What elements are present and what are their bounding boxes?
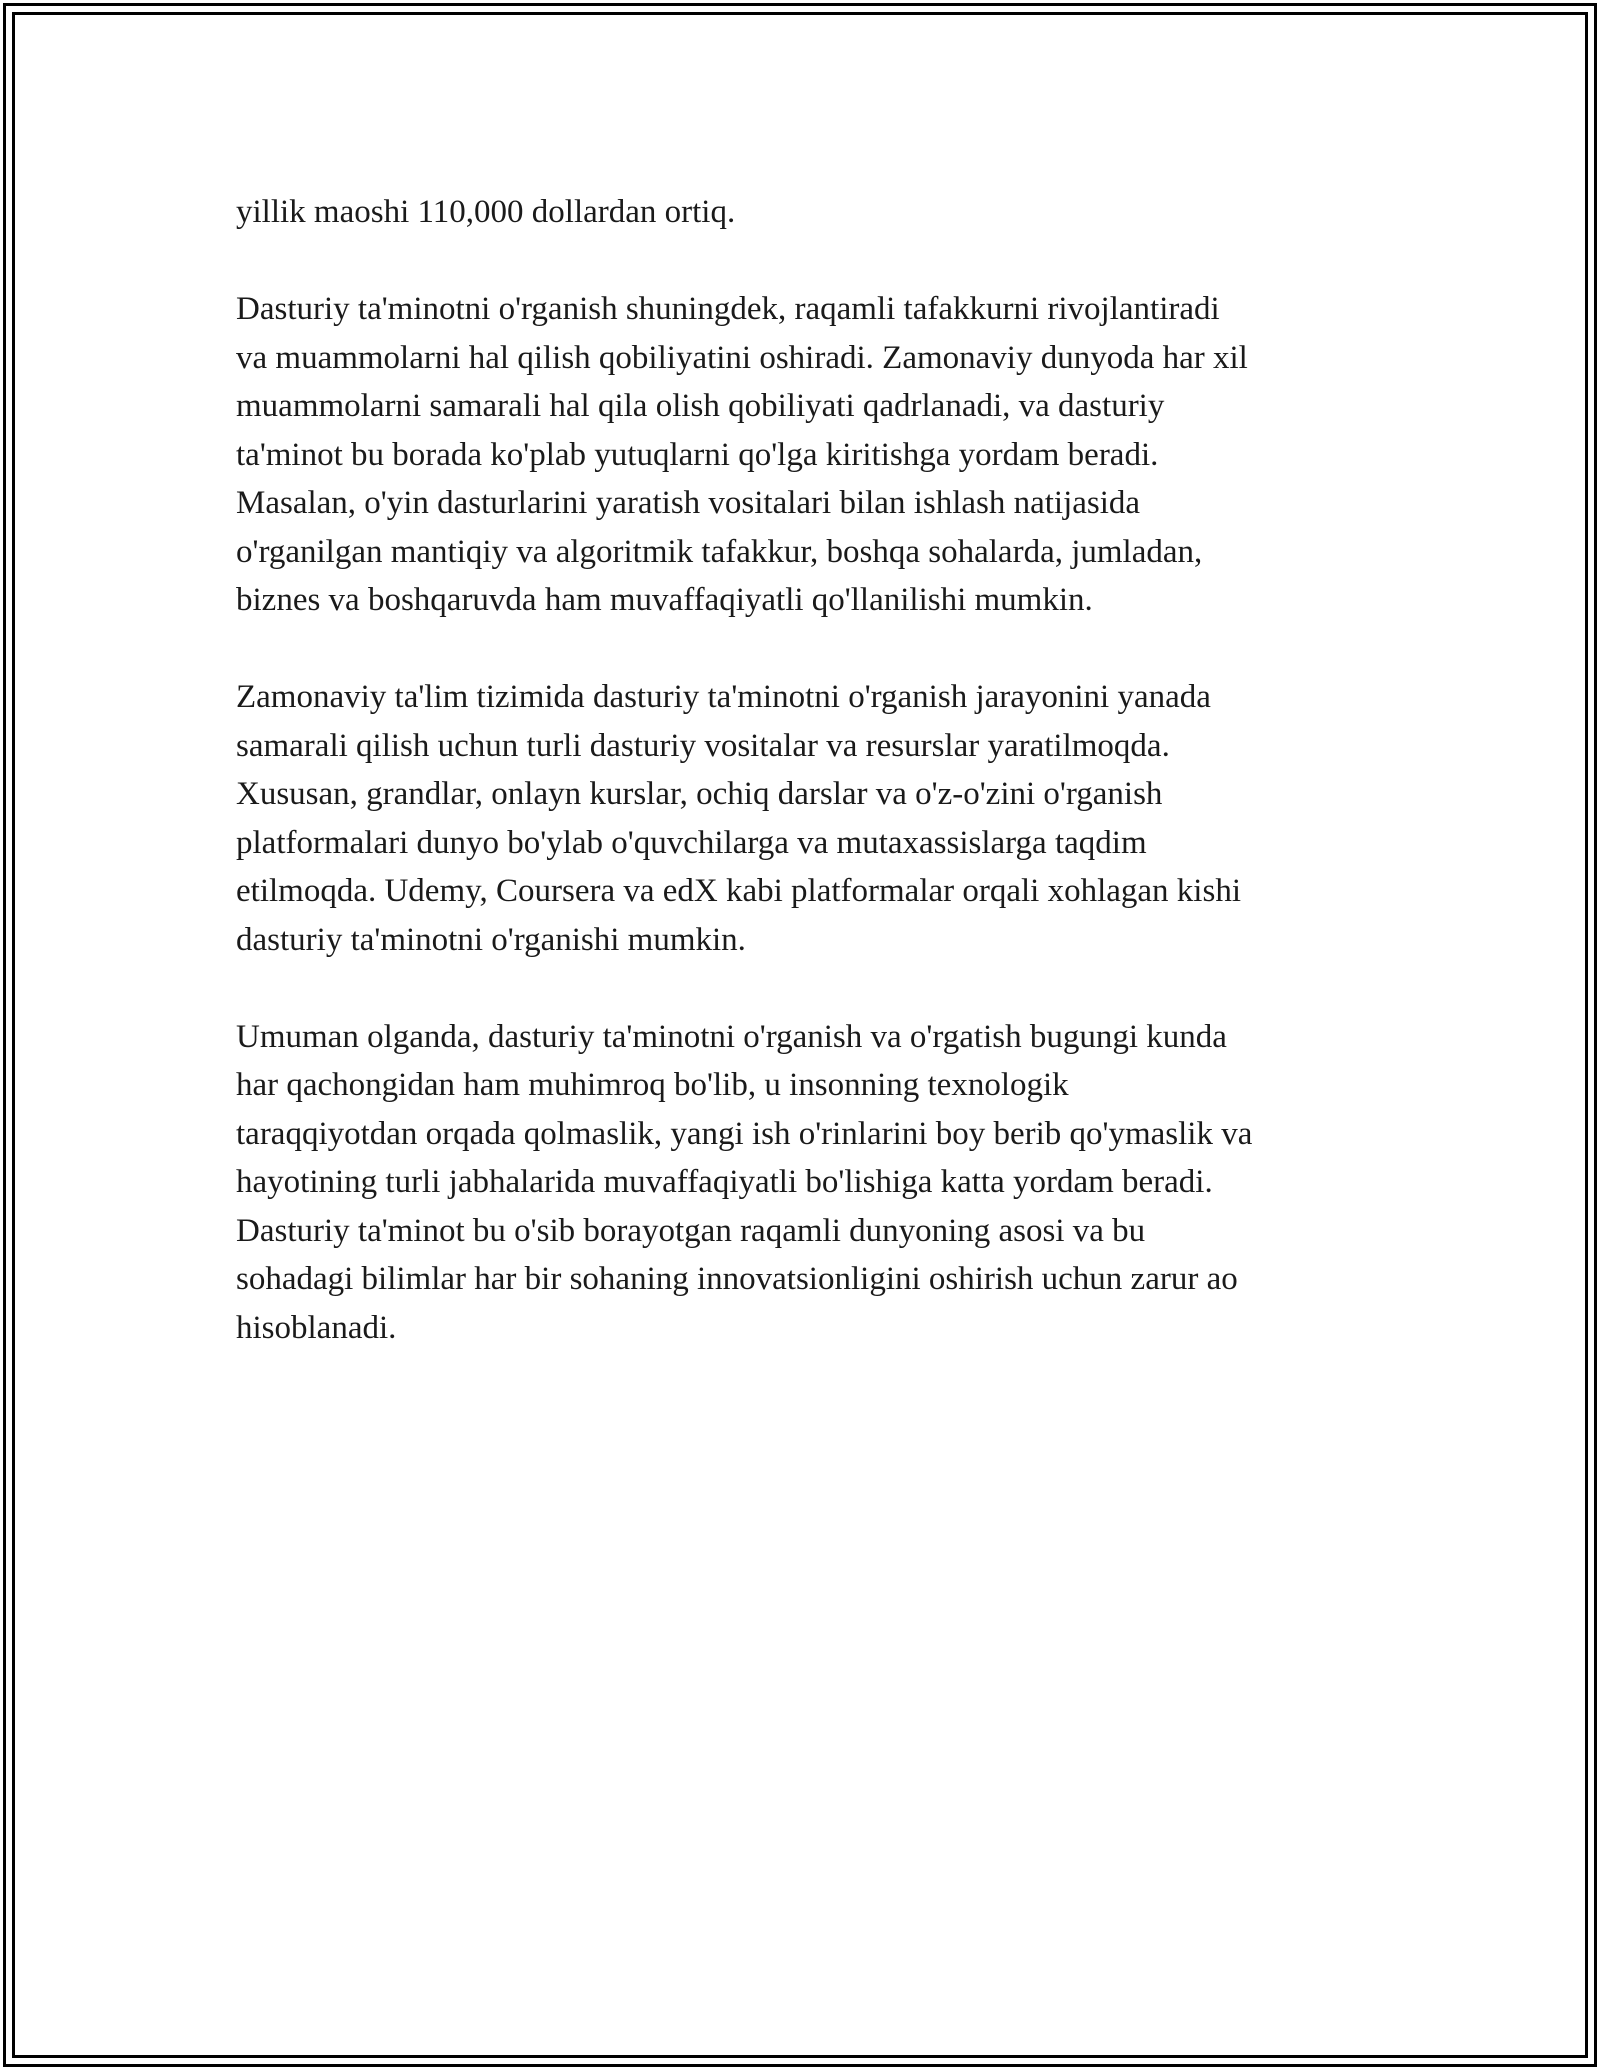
text-line: samarali qilish uchun turli dasturiy vositalar va resurslar yaratilmoqda. xyxy=(236,727,1170,764)
text-line: Zamonaviy ta'lim tizimida dasturiy ta'minotni o'rganish jarayonini yanada xyxy=(236,679,1211,715)
text-line: yillik maoshi 110,000 dollardan ortiq. xyxy=(236,194,736,230)
paragraph-2 xyxy=(236,285,1376,625)
text-line: Umuman olganda, dasturiy ta'minotni o'rganish va o'rgatish bugungi kunda xyxy=(236,1018,1227,1055)
paragraph-spacer xyxy=(236,237,1376,286)
text-line: o'rganilgan mantiqiy va algoritmik tafakkur, boshqa sohalarda, jumladan, xyxy=(236,533,1203,570)
paragraph-3 xyxy=(236,673,1376,964)
text-line: har qachongidan ham muhimroq bo'lib, u insonning texnologik xyxy=(236,1067,1069,1103)
document-body xyxy=(236,188,1376,1352)
text-line: va muammolarni hal qilish qobiliyatini oshiradi. Zamonaviy dunyoda har xil xyxy=(236,339,1248,376)
text-line: Dasturiy ta'minotni o'rganish shuningdek, raqamli tafakkurni rivojlantiradi xyxy=(236,291,1220,327)
text-line: biznes va boshqaruvda ham muvaffaqiyatli qo'llanilishi mumkin. xyxy=(236,582,1093,618)
text-line: muammolarni samarali hal qila olish qobiliyati qadrlanadi, va dasturiy xyxy=(236,388,1165,424)
text-line: ta'minot bu borada ko'plab yutuqlarni qo'lga kiritishga yordam beradi. xyxy=(236,436,1159,473)
paragraph-spacer xyxy=(236,625,1376,674)
text-line: Masalan, o'yin dasturlarini yaratish vositalari bilan ishlash natijasida xyxy=(236,485,1141,521)
text-line: Xususan, grandlar, onlayn kurslar, ochiq darslar va o'z-o'zini o'rganish xyxy=(236,776,1163,812)
text-line: platformalari dunyo bo'ylab o'quvchilarga va mutaxassislarga taqdim xyxy=(236,824,1147,861)
text-line: hisoblanadi. xyxy=(236,1309,397,1346)
text-line: dasturiy ta'minotni o'rganishi mumkin. xyxy=(236,921,746,958)
paragraph-4 xyxy=(236,1013,1376,1353)
text-line: taraqqiyotdan orqada qolmaslik, yangi ish o'rinlarini boy berib qo'ymaslik va xyxy=(236,1115,1253,1152)
text-line: hayotining turli jabhalarida muvaffaqiyatli bo'lishiga katta yordam beradi. xyxy=(236,1164,1213,1200)
text-line: sohadagi bilimlar har bir sohaning innovatsionligini oshirish uchun zarur ao xyxy=(236,1261,1238,1297)
text-line: etilmoqda. Udemy, Coursera va edX kabi platformalar orqali xohlagan kishi xyxy=(236,873,1241,909)
text-line: Dasturiy ta'minot bu o'sib borayotgan raqamli dunyoning asosi va bu xyxy=(236,1212,1146,1249)
paragraph-spacer xyxy=(236,964,1376,1013)
paragraph-1 xyxy=(236,188,1376,237)
